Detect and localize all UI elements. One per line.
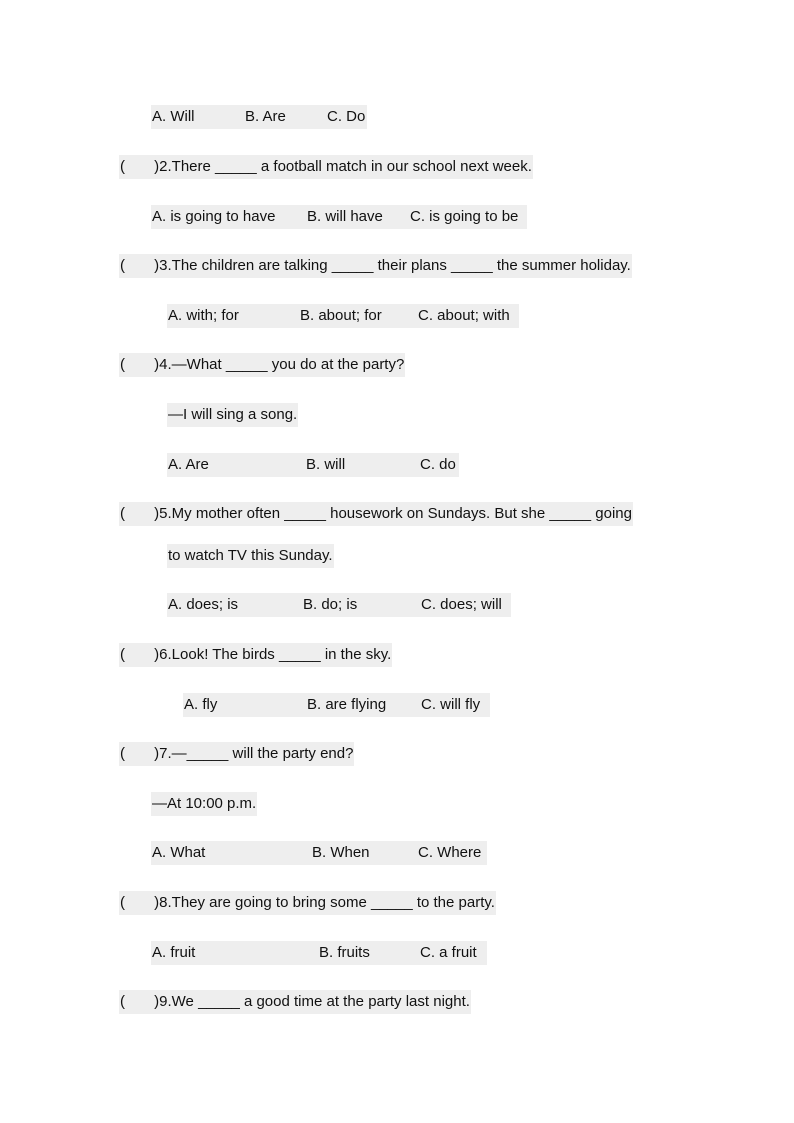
answer-line: —At 10:00 p.m. [151, 792, 257, 816]
option: A. What [152, 844, 206, 861]
question-2: ( )2.There _____ a football match in our school next week. [119, 155, 533, 179]
option: A. fruit [152, 944, 196, 961]
option: A. is going to have [152, 208, 276, 225]
option: C. Do [327, 108, 366, 125]
question-4: ( )4.—What _____ you do at the party? [119, 353, 405, 377]
options-line [167, 593, 511, 617]
option: B. Are [245, 108, 286, 125]
options-line [151, 205, 527, 229]
option: C. Where [418, 844, 482, 861]
options-line [167, 304, 519, 328]
option: B. will [306, 456, 346, 473]
option: A. does; is [168, 596, 239, 613]
option: C. about; with [418, 307, 510, 324]
option: C. does; will [421, 596, 502, 613]
options-line [151, 941, 487, 965]
option: C. will fly [421, 696, 481, 713]
option: B. about; for [300, 307, 382, 324]
option: A. with; for [168, 307, 239, 324]
option: C. a fruit [420, 944, 477, 961]
option: A. Will [152, 108, 195, 125]
option: A. fly [184, 696, 218, 713]
option: B. do; is [303, 596, 358, 613]
question-7: ( )7.—_____ will the party end? [119, 742, 354, 766]
question-5-continued: to watch TV this Sunday. [167, 544, 334, 568]
question-9: ( )9.We _____ a good time at the party last night. [119, 990, 471, 1014]
question-8: ( )8.They are going to bring some _____ to the party. [119, 891, 496, 915]
options-line [151, 841, 487, 865]
options-line [183, 693, 490, 717]
option: B. When [312, 844, 370, 861]
option: B. fruits [319, 944, 370, 961]
options-line [167, 453, 459, 477]
option: A. Are [168, 456, 209, 473]
option: C. is going to be [410, 208, 519, 225]
options-line [151, 105, 367, 129]
answer-line: —I will sing a song. [167, 403, 298, 427]
option: B. will have [307, 208, 383, 225]
option: B. are flying [307, 696, 387, 713]
question-3: ( )3.The children are talking _____ their plans _____ the summer holiday. [119, 254, 632, 278]
option: C. do [420, 456, 456, 473]
question-5: ( )5.My mother often _____ housework on Sundays. But she _____ going [119, 502, 633, 526]
question-6: ( )6.Look! The birds _____ in the sky. [119, 643, 392, 667]
